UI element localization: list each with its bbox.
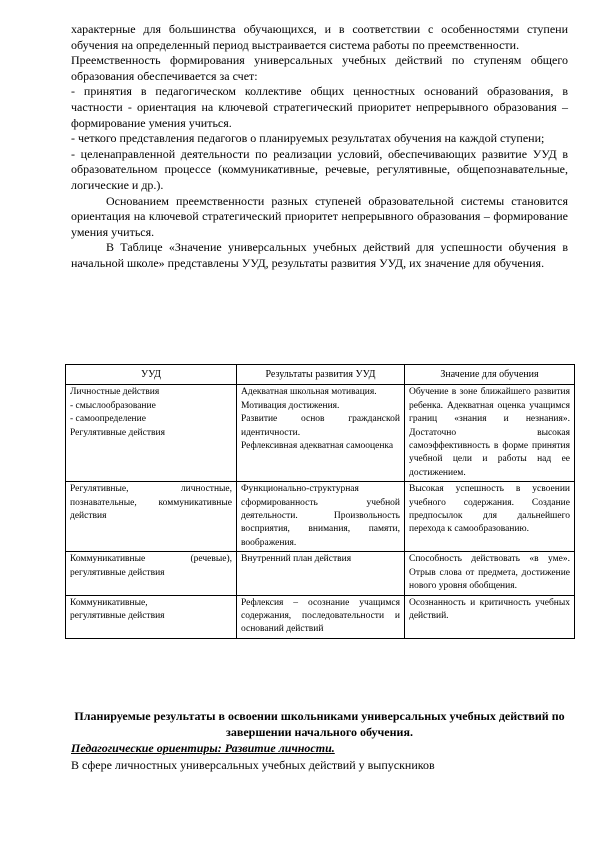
intro-text — [71, 22, 568, 272]
cell-line: Коммуникативные, — [70, 597, 148, 608]
cell-meaning: Высокая успешность в усвоении учебного содержания. Создание предпосылок для дальнейшего перехода к самообразованию. — [405, 482, 575, 552]
cell-line: - самоопределение — [70, 414, 146, 425]
cell-line: Рефлексия – осознание учащимся содержания, последовательности и оснований действий — [241, 597, 400, 635]
column-header-uud: УУД — [66, 365, 237, 385]
uud-table — [65, 364, 575, 639]
list-item-values: - принятия в педагогическом коллективе общих ценностных оснований образования, в частности - ориентация на ключевой стратегический приоритет непрерывного образования – формирование умения учиться. — [71, 84, 568, 130]
cell-line: - смыслообразование — [70, 400, 156, 411]
cell-line: Адекватная школьная мотивация. — [241, 387, 377, 398]
table-row — [66, 595, 575, 638]
cell-uud — [66, 385, 237, 482]
cell-line: Регулятивные действия — [70, 427, 165, 438]
table-row — [66, 552, 575, 595]
cell-uud — [66, 595, 237, 638]
cell-results — [237, 595, 405, 638]
cell-results — [237, 385, 405, 482]
table-header-row — [66, 365, 575, 385]
cell-results — [237, 552, 405, 595]
paragraph-continuation: характерные для большинства обучающихся, и в соответствии с особенностями ступени обучения на определенный период выстраивается система работы по преемственности. — [71, 22, 568, 52]
cell-meaning: Способность действовать «в уме». Отрыв слова от предмета, достижение нового уровня обобщения. — [405, 552, 575, 595]
orientation-subheading: Педагогические ориентиры: Развитие личности. — [71, 741, 335, 755]
cell-uud — [66, 482, 237, 552]
cell-line: Развитие основ гражданской идентичности. — [241, 414, 400, 438]
cell-line: Функционально-структурная сформированность учебной деятельности. Произвольность восприятия, внимания, памяти, воображения. — [241, 484, 400, 548]
column-header-meaning: Значение для обучения — [405, 365, 575, 385]
list-item-results: - четкого представления педагогов о планируемых результатах обучения на каждой ступени; — [71, 131, 545, 146]
cell-line: Внутренний план действия — [241, 554, 352, 565]
table-row — [66, 482, 575, 552]
paragraph-table-intro: В Таблице «Значение универсальных учебных действий для успешности обучения в начальной школе» представлены УУД, результаты развития УУД, их значение для обучения. — [71, 240, 568, 270]
cell-line: регулятивные действия — [70, 610, 165, 621]
cell-line: Мотивация достижения. — [241, 400, 340, 411]
paragraph-continuity: Преемственность формирования универсальных учебных действий по ступеням общего образования обеспечивается за счет: — [71, 53, 568, 83]
list-item-activity: - целенаправленной деятельности по реализации условий, обеспечивающих развитие УУД в образовательном процессе (коммуникативные, речевые, регулятивные, общепознавательные, логические и др.). — [71, 146, 568, 192]
paragraph-personal-uud: В сфере личностных универсальных учебных действий у выпускников — [71, 758, 435, 772]
cell-line: Рефлексивная адекватная самооценка — [241, 441, 394, 452]
cell-meaning: Осознанность и критичность учебных действий. — [405, 595, 575, 638]
table-row — [66, 385, 575, 482]
cell-line: Личностные действия — [70, 387, 160, 398]
section-heading: Планируемые результаты в освоении школьниками универсальных учебных действий по завершении начального обучения. — [74, 709, 565, 739]
cell-line: Коммуникативные (речевые), регулятивные действия — [70, 554, 232, 578]
paragraph-foundation: Основанием преемственности разных ступеней образовательной системы становится ориентация на ключевой стратегический приоритет непрерывного образования – формирование умения учиться. — [71, 193, 568, 239]
column-header-results: Результаты развития УУД — [237, 365, 405, 385]
cell-uud — [66, 552, 237, 595]
cell-line: Регулятивные, личностные, познавательные, коммуникативные действия — [70, 484, 232, 522]
cell-meaning: Обучение в зоне ближайшего развития ребенка. Адекватная оценка учащимся границ «знания и незнания». Достаточно высокая самоэффективность в форме принятия учебной цели и работы над ее достижением. — [405, 385, 575, 482]
cell-results — [237, 482, 405, 552]
